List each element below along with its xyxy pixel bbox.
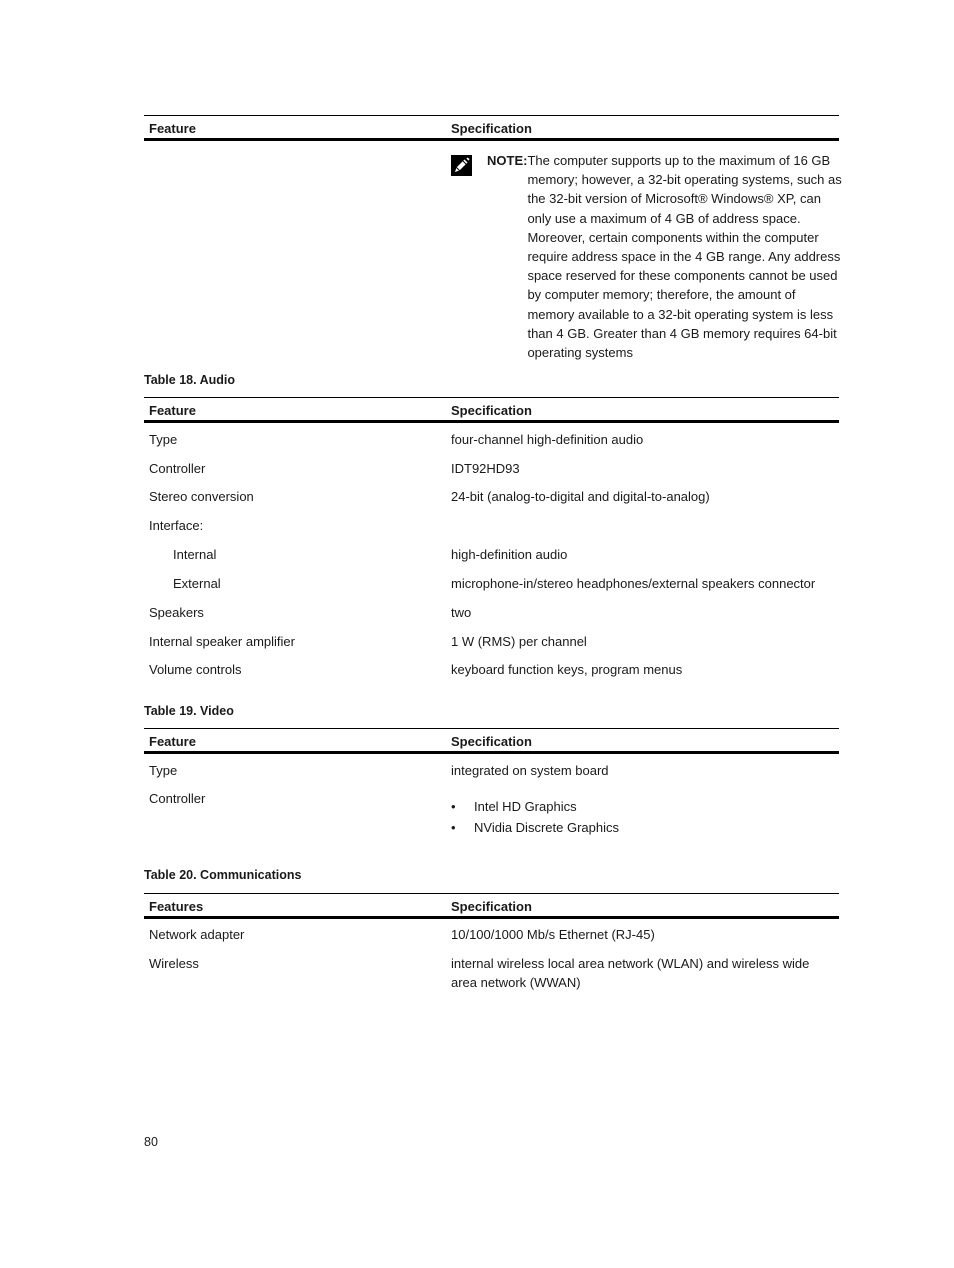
table-row-feature: Internal: [173, 547, 217, 562]
table-row-spec: microphone-in/stereo headphones/external speakers connector: [451, 576, 816, 591]
list-item: • NVidia Discrete Graphics: [451, 817, 619, 838]
header-feature: Features: [149, 899, 204, 914]
table-row-spec: internal wireless local area network (WLAN) and wireless wide: [451, 956, 810, 971]
table-row-feature: Wireless: [149, 956, 199, 971]
table-header: [144, 728, 839, 754]
note-label: NOTE:: [487, 153, 528, 168]
table-row-feature: Controller: [149, 461, 206, 476]
communications-table: [144, 893, 839, 999]
note-text: [487, 151, 842, 361]
controller-bullet-list: [451, 796, 619, 838]
table-row-feature: Internal speaker amplifier: [149, 634, 295, 649]
table-row-feature: External: [173, 576, 221, 591]
header-feature: Feature: [149, 734, 196, 749]
table-row-feature: Speakers: [149, 605, 204, 620]
header-specification: Specification: [451, 899, 532, 914]
memory-table: [144, 115, 842, 361]
table-row-feature: Stereo conversion: [149, 489, 254, 504]
table-row-feature: Controller: [149, 791, 206, 806]
table-row-feature: Interface:: [149, 518, 204, 533]
audio-rows: [144, 423, 839, 683]
table-row-spec: 1 W (RMS) per channel: [451, 634, 587, 649]
header-specification: Specification: [451, 403, 532, 418]
table-row-feature: Type: [149, 432, 178, 447]
list-item: • Intel HD Graphics: [451, 796, 619, 817]
table-row-spec: integrated on system board: [451, 763, 609, 778]
table-header: [144, 893, 839, 919]
audio-table-caption: Table 18. Audio: [144, 373, 235, 387]
table-row-spec: high-definition audio: [451, 547, 568, 562]
comm-rows: [144, 919, 839, 999]
video-table-caption: Table 19. Video: [144, 704, 234, 718]
table-row-spec: 10/100/1000 Mb/s Ethernet (RJ-45): [451, 927, 655, 942]
table-row-feature: Type: [149, 763, 178, 778]
table-row-feature: Network adapter: [149, 927, 245, 942]
video-rows: [144, 754, 839, 864]
video-table: [144, 728, 839, 864]
table-row-spec: four-channel high-definition audio: [451, 432, 644, 447]
table-row-spec: two: [451, 605, 472, 620]
header-specification: Specification: [451, 734, 532, 749]
pencil-note-icon: [451, 155, 472, 176]
table-row-spec: 24-bit (analog-to-digital and digital-to-analog): [451, 489, 710, 504]
audio-table: [144, 397, 839, 683]
comm-table-caption: Table 20. Communications: [144, 868, 302, 882]
table-row-feature: Volume controls: [149, 662, 242, 677]
note-body: The computer supports up to the maximum of 16 GB memory; however, a 32-bit operating systems, such as the 32-bit version of Microsoft® Windows® XP, can only use a maximum of 4 GB of address space. Moreover, certain components within the computer require address space in the 4 GB range. Any address space reserved for these components cannot be used by computer memory; therefore, the amount of memory available to a 32-bit operating system is less than 4 GB. Greater than 4 GB memory requires 64-bit operating systems: [527, 153, 842, 361]
table-header: [144, 397, 839, 423]
header-feature: Feature: [149, 121, 196, 136]
table-row-spec: IDT92HD93: [451, 461, 520, 476]
table-row-spec: keyboard function keys, program menus: [451, 662, 683, 677]
table-header: [144, 115, 839, 141]
table-row-spec-cont: area network (WWAN): [451, 975, 581, 990]
header-specification: Specification: [451, 121, 532, 136]
note-row: [144, 141, 842, 361]
page-number: 80: [144, 1135, 158, 1149]
header-feature: Feature: [149, 403, 196, 418]
